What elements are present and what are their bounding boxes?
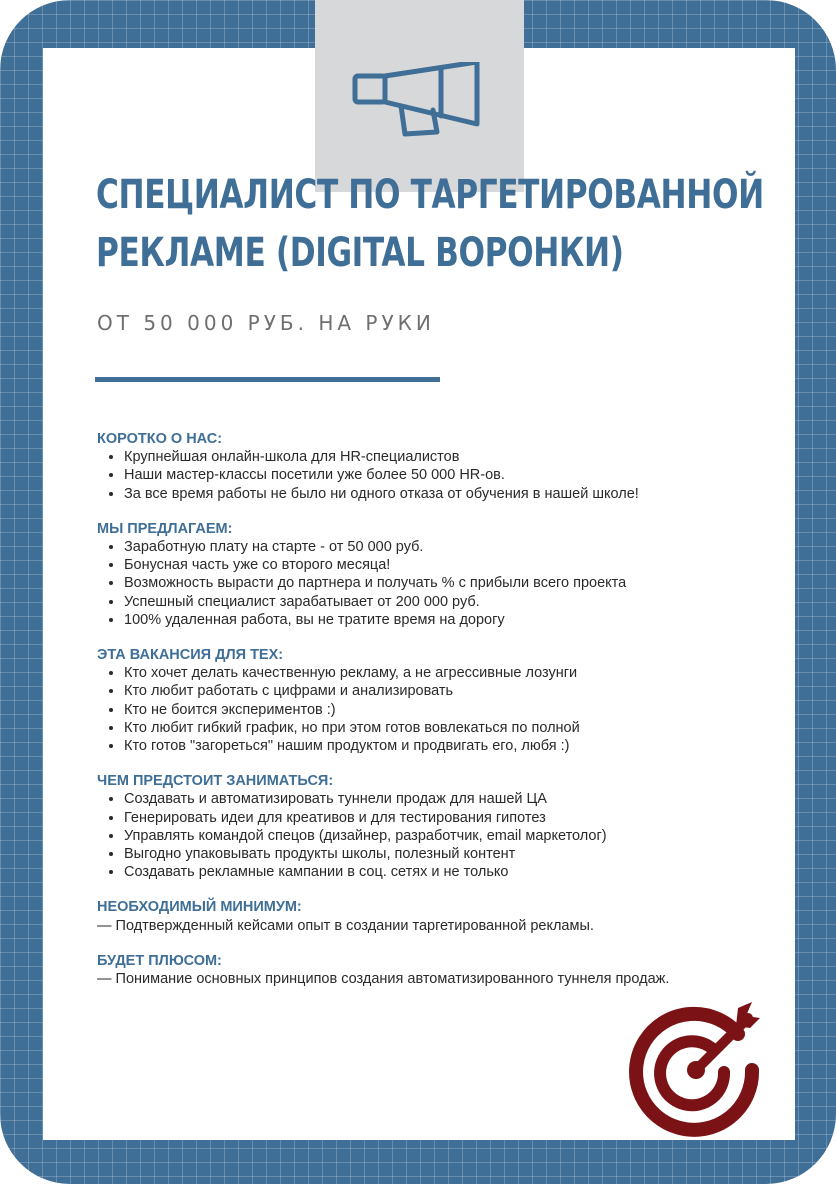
list-item: • Кто готов "загореться" нашим продуктом и продвигать его, любя :) <box>124 737 787 755</box>
title-line-1: СПЕЦИАЛИСТ ПО ТАРГЕТИРОВАННОЙ <box>96 172 764 218</box>
section-offer <box>97 520 787 629</box>
list-item: • Управлять командой спецов (дизайнер, разработчик, email маркетолог) <box>124 827 787 845</box>
section-heading: ЧЕМ ПРЕДСТОИТ ЗАНИМАТЬСЯ: <box>97 773 334 790</box>
page-title <box>96 166 764 282</box>
section-heading: МЫ ПРЕДЛАГАЕМ: <box>97 520 233 537</box>
list-item: • Успешный специалист зарабатывает от 200 000 руб. <box>124 593 787 611</box>
bullet-list <box>97 664 787 755</box>
bullet-list <box>97 448 787 503</box>
section-text: — Понимание основных принципов создания автоматизированного туннеля продаж. <box>97 971 670 988</box>
list-item: • 100% удаленная работа, вы не тратите время на дорогу <box>124 611 787 629</box>
section-plus <box>97 952 787 988</box>
section-duties <box>97 772 787 881</box>
section-heading: КОРОТКО О НАС: <box>97 431 223 447</box>
list-item: • Кто любит гибкий график, но при этом готов вовлекаться по полной <box>124 719 787 737</box>
list-item: • Кто не боится экспериментов :) <box>124 701 787 719</box>
salary-text: ОТ 50 000 РУБ. НА РУКИ <box>97 311 435 335</box>
section-heading: ЭТА ВАКАНСИЯ ДЛЯ ТЕХ: <box>97 647 284 664</box>
list-item: • Наши мастер-классы посетили уже более 50 000 HR-ов. <box>124 466 787 484</box>
vacancy-content <box>97 430 787 1005</box>
list-item: • Бонусная часть уже со второго месяца! <box>124 556 787 574</box>
list-item: • Возможность вырасти до партнера и получать % с прибыли всего проекта <box>124 574 787 592</box>
list-item: • Кто хочет делать качественную рекламу, а не агрессивные лозунги <box>124 664 787 682</box>
bullet-list <box>97 790 787 881</box>
header-icon-box <box>315 0 524 192</box>
megaphone-icon <box>351 62 491 138</box>
list-item: • За все время работы не было ни одного отказа от обучения в нашей школе! <box>124 485 787 503</box>
list-item: • Генерировать идеи для креативов и для тестирования гипотез <box>124 809 787 827</box>
section-text: — Подтвержденный кейсами опыт в создании таргетированной рекламы. <box>97 917 594 934</box>
section-about <box>97 430 787 503</box>
list-item: • Создавать и автоматизировать туннели продаж для нашей ЦА <box>124 790 787 808</box>
list-item: • Кто любит работать с цифрами и анализировать <box>124 682 787 700</box>
bullet-list <box>97 538 787 629</box>
list-item: • Создавать рекламные кампании в соц. сетях и не только <box>124 863 787 881</box>
section-for-whom <box>97 646 787 755</box>
section-minimum <box>97 898 787 934</box>
list-item: • Заработную плату на старте - от 50 000 руб. <box>124 538 787 556</box>
target-arrow-icon <box>626 1000 766 1140</box>
title-line-2: РЕКЛАМЕ (DIGITAL ВОРОНКИ) <box>96 230 624 276</box>
title-divider <box>95 377 440 382</box>
section-heading: БУДЕТ ПЛЮСОМ: <box>97 952 222 969</box>
list-item: • Крупнейшая онлайн-школа для HR-специалистов <box>124 448 787 466</box>
section-heading: НЕОБХОДИМЫЙ МИНИМУМ: <box>97 899 302 916</box>
list-item: • Выгодно упаковывать продукты школы, полезный контент <box>124 845 787 863</box>
vacancy-sheet <box>43 48 795 1140</box>
